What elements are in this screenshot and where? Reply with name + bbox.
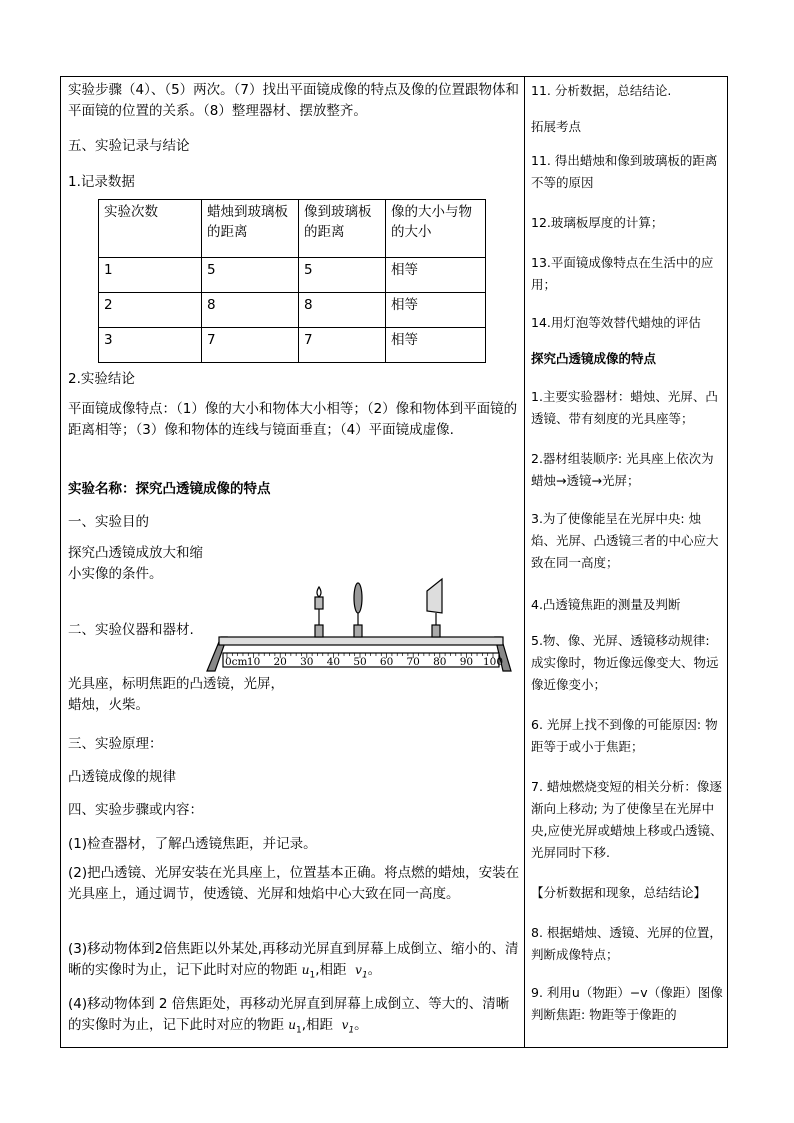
right-item: 1.主要实验器材：蜡烛、光屏、凸透镜、带有刻度的光具座等； (531, 389, 718, 426)
table-cell: 3 (99, 328, 202, 363)
table-row (99, 328, 486, 363)
right-item: 3.为了使像能呈在光屏中央: 烛焰、光屏、凸透镜三者的中心应大致在同一高度； (531, 511, 719, 570)
scale-tick-label: 30 (300, 656, 314, 668)
right-section-heading: 探究凸透镜成像的特点 (531, 351, 657, 366)
table-cell: 相等 (386, 258, 486, 293)
table-row (99, 293, 486, 328)
table-cell: 7 (202, 328, 299, 363)
conclusion-heading: 2.实验结论 (68, 371, 135, 387)
step-4-end: 。 (354, 1017, 368, 1033)
table-cell: 7 (299, 328, 386, 363)
conclusion-text: 平面镜成像特点：（1）像的大小和物体大小相等；（2）像和物体到平面镜的距离相等；（3）像和物体的连线与镜面垂直；（4）平面镜成虚像. (68, 401, 518, 438)
scale-tick-label: 10 (246, 656, 261, 668)
scale-tick-label: 100 (482, 656, 504, 668)
section-1-heading: 一、实验目的 (68, 514, 149, 530)
subscript: 1 (361, 970, 368, 981)
section-3-heading: 三、实验原理： (68, 736, 163, 752)
experiment-name: 实验名称：探究凸透镜成像的特点 (68, 481, 271, 497)
lens-holder (354, 625, 362, 637)
candle-holder (315, 625, 323, 637)
section-2-heading: 二、实验仪器和器材. (68, 622, 194, 638)
scale-tick-label: 70 (406, 656, 420, 668)
table-cell: 5 (299, 258, 386, 293)
step-4 (68, 994, 520, 1042)
step-4-text: (4)移动物体到 2 倍焦距处，再移动光屏直到屏幕上成倒立、等大的、清晰的实像时为止，记下此时对应的物距 (68, 996, 510, 1033)
table-header: 像到玻璃板的距离 (299, 200, 386, 258)
table-cell: 8 (299, 293, 386, 328)
section-4-heading: 四、实验步骤或内容： (68, 802, 203, 818)
right-item: 11. 得出蜡烛和像到玻璃板的距离不等的原因 (531, 153, 718, 190)
right-item: 5.物、像、光屏、透镜移动规律: 成实像时，物近像远像变大、物远像近像变小； (531, 633, 719, 692)
scale-tick-label: 40 (326, 656, 341, 668)
column-divider (524, 76, 525, 1048)
right-item: 7. 蜡烛燃烧变短的相关分析：像逐渐向上移动; 为了使像呈在光屏中央,应使光屏或蜡烛上移或凸透镜、光屏同时下移. (531, 779, 723, 860)
table-header: 像的大小与物的大小 (386, 200, 486, 258)
screen-holder (432, 625, 440, 637)
candle-flame (317, 587, 321, 597)
table-header-row (99, 200, 486, 258)
right-item: 12.玻璃板厚度的计算； (531, 215, 664, 230)
step-3-end: 。 (367, 962, 382, 978)
optical-bench-illustration (205, 575, 515, 680)
equipment-text: 光具座，标明焦距的凸透镜，光屏，蜡烛，火柴。 (68, 676, 284, 713)
table-cell: 相等 (386, 328, 486, 363)
scale-tick-label: 50 (353, 656, 367, 668)
right-item: 13.平面镜成像特点在生活中的应用； (531, 255, 714, 292)
table-cell: 5 (202, 258, 299, 293)
table-row (99, 258, 486, 293)
table-cell: 2 (99, 293, 202, 328)
right-item: 拓展考点 (531, 119, 582, 134)
scale-tick-label: 20 (273, 656, 287, 668)
candle (315, 597, 323, 609)
step-4-mid: ,相距 (301, 1017, 334, 1033)
scale-tick-label: 80 (433, 656, 447, 668)
table-cell: 8 (202, 293, 299, 328)
subscript: 1 (309, 970, 316, 981)
scale-unit-label: 0cm (225, 656, 248, 668)
image-distance-symbol: v (355, 963, 362, 977)
object-distance-symbol: u (288, 1018, 297, 1032)
right-item: 9. 利用u（物距）−v（像距）图像判断焦距: 物距等于像距的 (531, 985, 723, 1022)
section-5-heading: 五、实验记录与结论 (68, 138, 190, 154)
principle-text: 凸透镜成像的规律 (68, 769, 176, 785)
scale-tick-label: 60 (379, 656, 394, 668)
image-distance-symbol: v (341, 1018, 349, 1032)
record-table (98, 199, 486, 363)
right-item: 6. 光屏上找不到像的可能原因: 物距等于或小于焦距； (531, 717, 718, 754)
right-item: 14.用灯泡等效替代蜡烛的评估 (531, 315, 701, 330)
right-item: 8. 根据蜡烛、透镜、光屏的位置，判断成像特点； (531, 925, 722, 962)
subscript: 1 (348, 1025, 355, 1036)
right-item: 2.器材组装顺序: 光具座上依次为蜡烛→透镜→光屏； (531, 451, 714, 488)
step-2: (2)把凸透镜、光屏安装在光具座上，位置基本正确。将点燃的蜡烛，安装在光具座上，通过调节，使透镜、光屏和烛焰中心大致在同一高度。 (68, 865, 520, 902)
bench-rail (219, 637, 503, 645)
right-item: 【分析数据和现象，总结结论】 (531, 885, 707, 900)
object-distance-symbol: u (301, 963, 310, 977)
table-cell: 1 (99, 258, 202, 293)
right-item: 4.凸透镜焦距的测量及判断 (531, 597, 681, 612)
table-header: 实验次数 (99, 200, 202, 258)
scale-tick-label: 90 (459, 656, 474, 668)
step-3-text: (3)移动物体到2倍焦距以外某处,再移动光屏直到屏幕上成倒立、缩小的、清晰的实像时为止，记下此时对应的物距 (68, 941, 519, 978)
table-cell: 相等 (386, 293, 486, 328)
purpose-text: 探究凸透镜成放大和缩小实像的条件。 (68, 545, 203, 582)
subscript: 1 (296, 1025, 302, 1036)
step-1: (1)检查器材，了解凸透镜焦距，并记录。 (68, 836, 317, 852)
right-item: 11. 分析数据，总结结论. (531, 83, 672, 98)
convex-lens (354, 583, 362, 613)
table-header: 蜡烛到玻璃板的距离 (202, 200, 299, 258)
step-3-mid: ,相距 (315, 962, 347, 978)
record-heading: 1.记录数据 (68, 174, 135, 190)
steps-continued: 实验步骤（4）、（5）两次。（7）找出平面镜成像的特点及像的位置跟物体和平面镜的位置的关系。（8）整理器材、摆放整齐。 (68, 82, 520, 119)
light-screen (427, 579, 442, 613)
step-3 (68, 939, 520, 987)
